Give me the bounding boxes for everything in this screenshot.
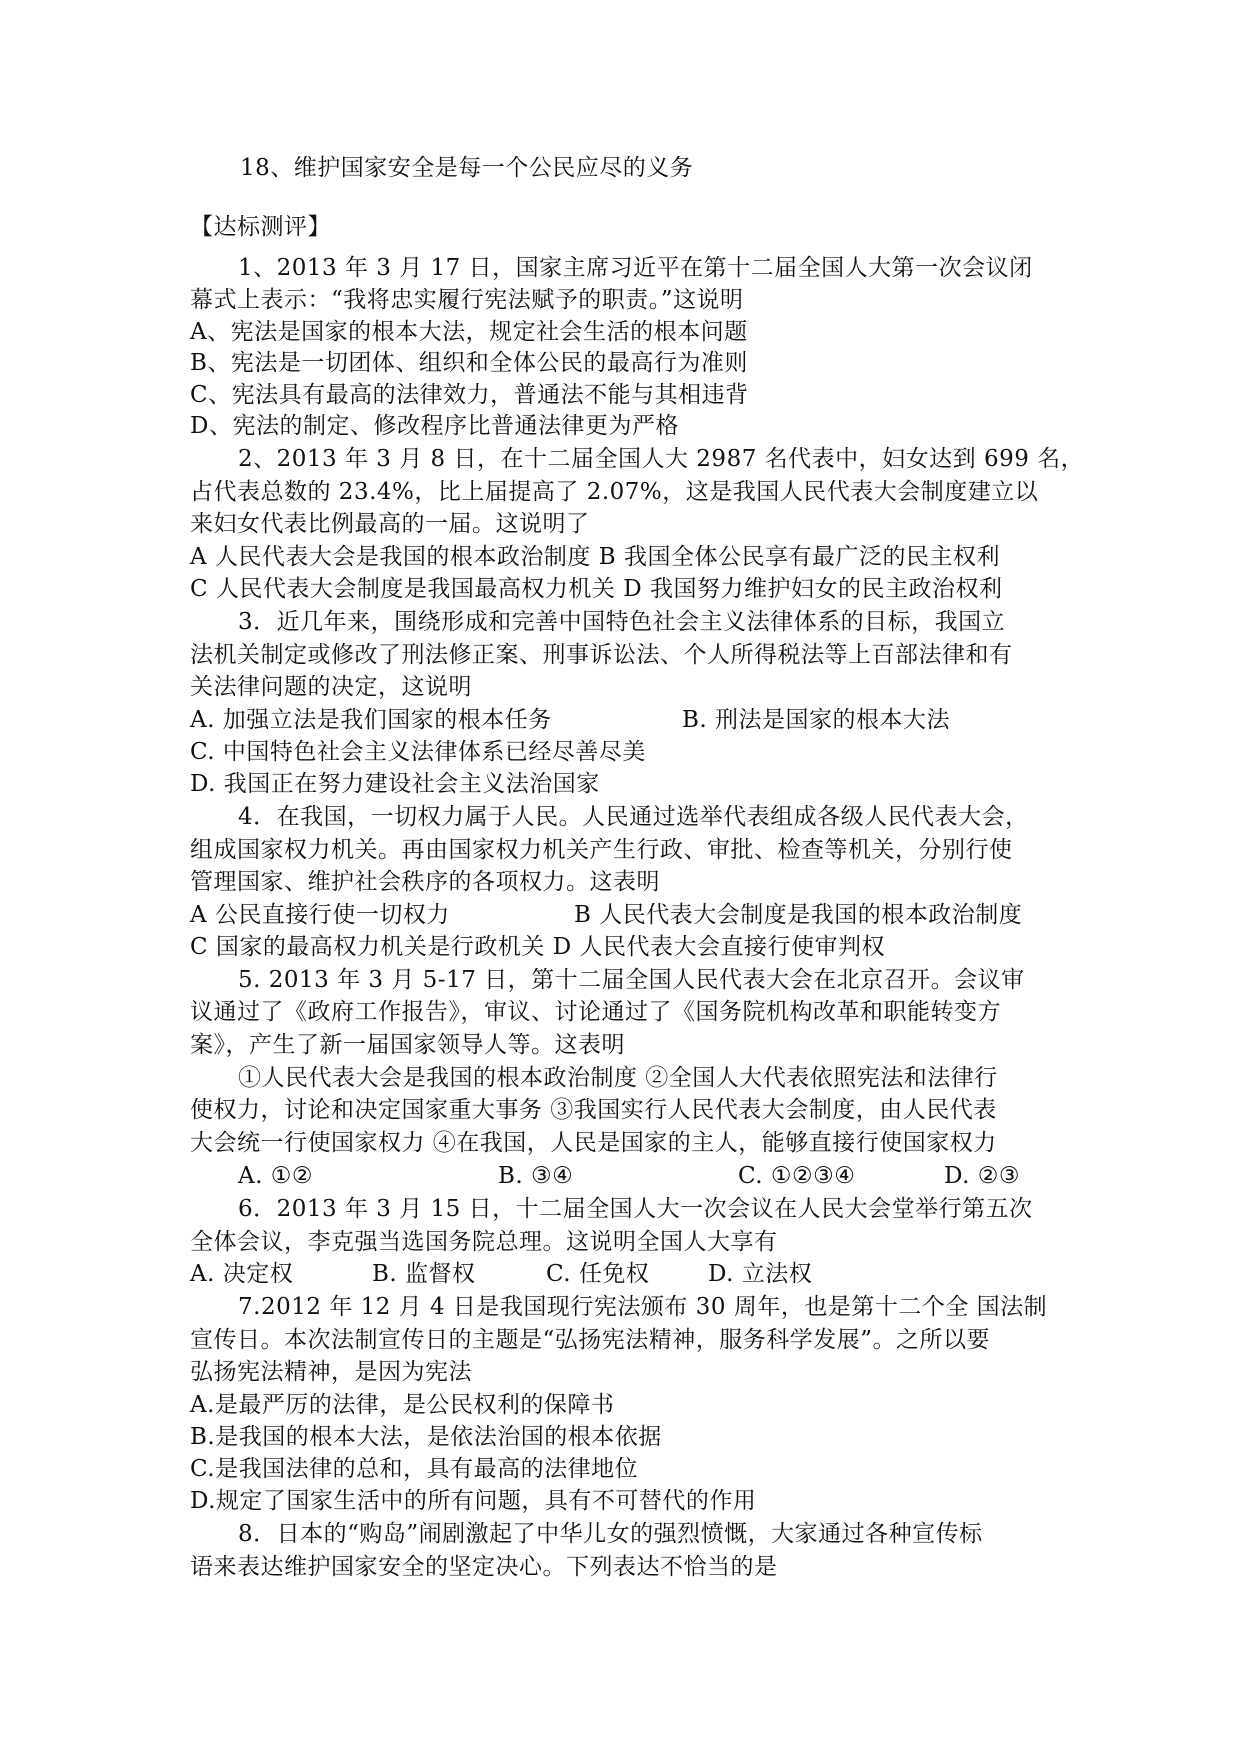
question-6-option-d: D. 立法权 (708, 1261, 813, 1287)
question-4-line: 4．在我国，一切权力属于人民。人民通过选举代表组成各级人民代表大会， (238, 804, 1029, 830)
question-3-line: 3．近几年来，围绕形成和完善中国特色社会主义法律体系的目标，我国立 (238, 609, 1006, 635)
question-5-line: 5. 2013 年 3 月 5-17 日，第十二届全国人民代表大会在北京召开。会议审 (238, 967, 1025, 993)
question-2-options-cd: C 人民代表大会制度是我国最高权力机关 D 我国努力维护妇女的民主政治权利 (190, 576, 1003, 602)
question-4-option-a: A 公民直接行使一切权力 (190, 902, 450, 928)
question-5-option-d: D. ②③ (944, 1163, 1020, 1189)
question-5-option-a: A. ①② (238, 1163, 313, 1189)
question-5-statements: ①人民代表大会是我国的根本政治制度 ②全国人大代表依照宪法和法律行 (238, 1065, 998, 1091)
question-3-option-b: B. 刑法是国家的根本大法 (682, 707, 951, 733)
question-7-line: 7.2012 年 12 月 4 日是我国现行宪法颁布 30 周年，也是第十二个全 国法制 (238, 1294, 1048, 1320)
question-3-line: 法机关制定或修改了刑法修正案、刑事诉讼法、个人所得税法等上百部法律和有 (190, 642, 1013, 668)
question-4-line: 组成国家权力机关。再由国家权力机关产生行政、审批、检查等机关，分别行使 (190, 837, 1013, 863)
question-5-option-c: C. ①②③④ (738, 1163, 856, 1189)
question-5-option-b: B. ③④ (498, 1163, 574, 1189)
question-1-option-c: C、宪法具有最高的法律效力，普通法不能与其相违背 (190, 382, 749, 408)
paragraph-line: 18、维护国家安全是每一个公民应尽的义务 (240, 155, 694, 181)
question-5-line: 议通过了《政府工作报告》，审议、讨论通过了《国务院机构改革和职能转变方 (190, 999, 1001, 1025)
question-5-line: 案》，产生了新一届国家领导人等。这表明 (190, 1032, 625, 1058)
question-1-option-b: B、宪法是一切团体、组织和全体公民的最高行为准则 (190, 350, 748, 376)
question-2-options-ab: A 人民代表大会是我国的根本政治制度 B 我国全体公民享有最广泛的民主权利 (190, 544, 1000, 570)
question-7-line: 弘扬宪法精神，是因为宪法 (190, 1359, 472, 1385)
question-3-option-d: D. 我国正在努力建设社会主义法治国家 (190, 771, 600, 797)
question-6-line: 全体会议，李克强当选国务院总理。这说明全国人大享有 (190, 1229, 778, 1255)
question-8-line: 语来表达维护国家安全的坚定决心。下列表达不恰当的是 (190, 1554, 778, 1580)
question-2-line: 2、2013 年 3 月 8 日，在十二届全国人大 2987 名代表中，妇女达到 699 名， (238, 446, 1085, 472)
question-4-option-b: B 人民代表大会制度是我国的根本政治制度 (574, 902, 1023, 928)
question-7-option-b: B.是我国的根本大法，是依法治国的根本依据 (190, 1424, 662, 1450)
question-8-line: 8．日本的“购岛”闹剧激起了中华儿女的强烈愤慨，大家通过各种宣传标 (238, 1521, 983, 1547)
question-7-option-a: A.是最严厉的法律，是公民权利的保障书 (190, 1392, 615, 1418)
question-5-statements: 使权力，讨论和决定国家重大事务 ③我国实行人民代表大会制度，由人民代表 (190, 1097, 997, 1123)
question-6-option-c: C. 任免权 (546, 1261, 650, 1287)
question-7-option-d: D.规定了国家生活中的所有问题，具有不可替代的作用 (190, 1488, 757, 1514)
question-1-line: 1、2013 年 3 月 17 日，国家主席习近平在第十二届全国人大第一次会议闭 (238, 255, 1033, 281)
question-2-line: 占代表总数的 23.4%，比上届提高了 2.07%，这是我国人民代表大会制度建立以 (190, 479, 1039, 505)
question-6-line: 6．2013 年 3 月 15 日，十二届全国人大一次会议在人民大会堂举行第五次 (238, 1196, 1033, 1222)
question-4-options-cd: C 国家的最高权力机关是行政机关 D 人民代表大会直接行使审判权 (190, 934, 885, 960)
question-3-line: 关法律问题的决定，这说明 (190, 674, 472, 700)
question-3-option-a: A. 加强立法是我们国家的根本任务 (190, 707, 552, 733)
section-heading: 【达标测评】 (190, 214, 331, 240)
question-1-option-a: A、宪法是国家的根本大法，规定社会生活的根本问题 (190, 319, 748, 345)
question-5-statements: 大会统一行使国家权力 ④在我国，人民是国家的主人，能够直接行使国家权力 (190, 1130, 997, 1156)
question-2-line: 来妇女代表比例最高的一届。这说明了 (190, 511, 590, 537)
question-3-option-c: C. 中国特色社会主义法律体系已经尽善尽美 (190, 739, 646, 765)
question-7-line: 宣传日。本次法制宣传日的主题是“弘扬宪法精神，服务科学发展”。之所以要 (190, 1327, 991, 1353)
question-4-line: 管理国家、维护社会秩序的各项权力。这表明 (190, 869, 660, 895)
question-6-option-b: B. 监督权 (372, 1261, 476, 1287)
question-1-line: 幕式上表示：“我将忠实履行宪法赋予的职责。”这说明 (190, 287, 744, 313)
question-1-option-d: D、宪法的制定、修改程序比普通法律更为严格 (190, 413, 679, 439)
question-7-option-c: C.是我国法律的总和，具有最高的法律地位 (190, 1456, 639, 1482)
question-6-option-a: A. 决定权 (190, 1261, 294, 1287)
